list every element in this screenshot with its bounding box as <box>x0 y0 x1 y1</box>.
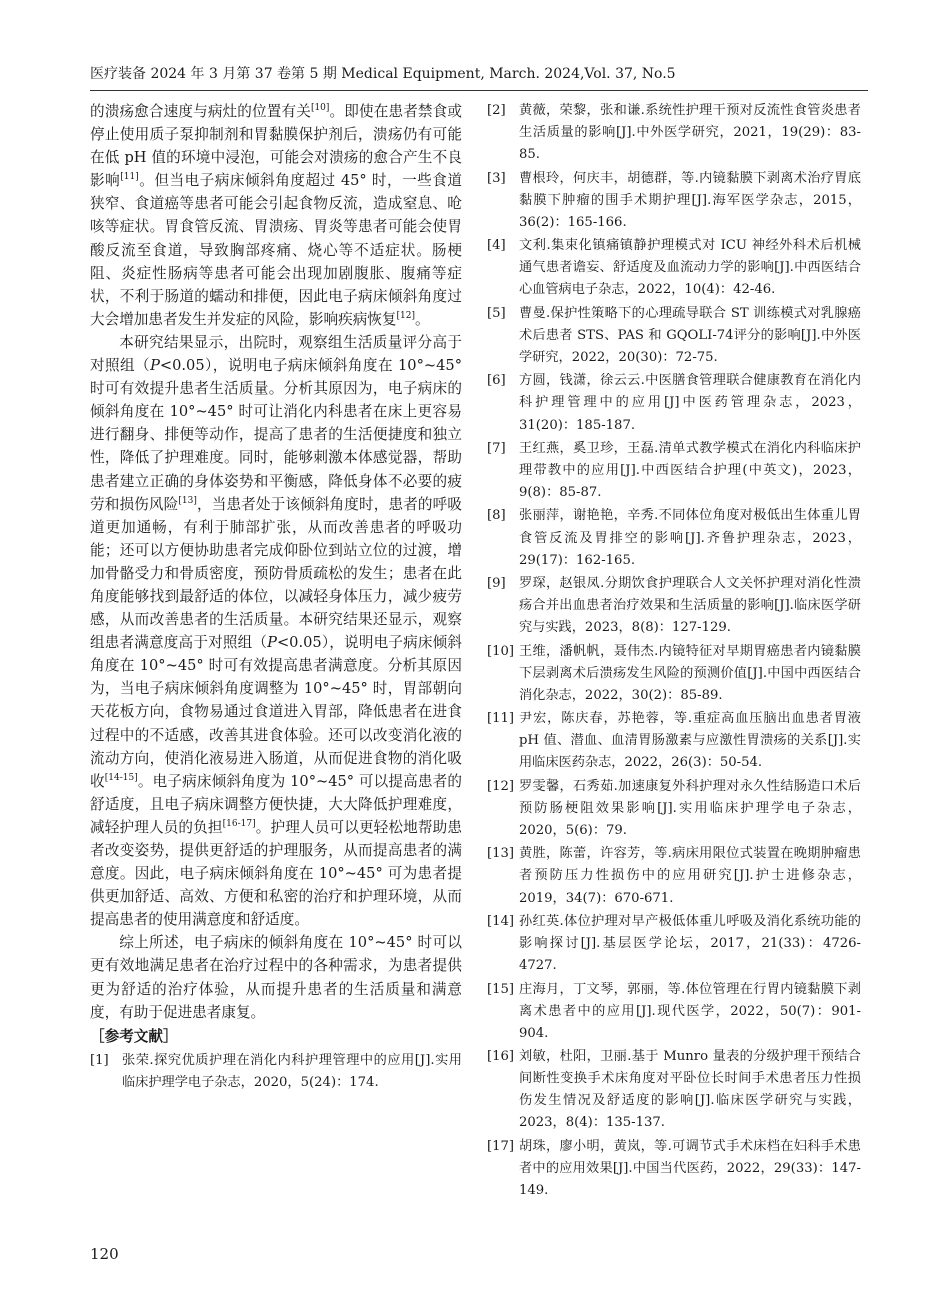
reference-number: [10] <box>487 643 515 659</box>
reference-number: [3] <box>487 170 506 186</box>
reference-number: [6] <box>487 373 506 389</box>
reference-text: 孙红英.体位护理对早产极低体重儿呼吸及消化系统功能的影响探讨[J].基层医学论坛，2017，21(33)：4726-4727. <box>519 913 861 974</box>
reference-text: 方圆，钱潇，徐云云.中医膳食管理联合健康教育在消化内科护理管理中的应用[J]中医药管理杂志，2023，31(20)：185-187. <box>519 373 861 433</box>
reference-number: [4] <box>487 238 506 254</box>
reference-number: [7] <box>487 440 506 456</box>
reference-list <box>90 1050 462 1094</box>
running-header: 医疗装备 2024 年 3 月第 37 卷第 5 期 Medical Equipment, March. 2024,Vol. 37, No.5 <box>90 66 676 82</box>
reference-text: 曹根玲，何庆丰，胡德群，等.内镜黏膜下剥离术治疗胃底黏膜下肿瘤的围手术期护理[J].海军医学杂志，2015，36(2)：165-166. <box>519 170 861 230</box>
reference-text: 张丽萍，谢艳艳，辛秀.不同体位角度对极低出生体重儿胃食管反流及胃排空的影响[J].齐鲁护理杂志，2023，29(17)：162-165. <box>519 508 861 568</box>
reference-text: 胡珠，廖小明，黄岚，等.可调节式手术床档在妇科手术患者中的应用效果[J].中国当代医药，2022，29(33)：147-149. <box>519 1138 861 1198</box>
reference-number: [1] <box>90 1052 109 1068</box>
reference-text: 张荣.探究优质护理在消化内科护理管理中的应用[J].实用临床护理学电子杂志，2020，5(24)：174. <box>122 1052 462 1090</box>
reference-text: 罗琛，赵银凤.分期饮食护理联合人文关怀护理对消化性溃疡合并出血患者治疗效果和生活质量的影响[J].临床医学研究与实践，2023，8(8)：127-129. <box>519 576 861 636</box>
reference-number: [14] <box>487 913 515 929</box>
reference-item <box>487 843 861 909</box>
citation: [10] <box>310 103 330 114</box>
reference-item <box>487 370 861 436</box>
reference-item <box>487 708 861 774</box>
left-column <box>90 100 462 1094</box>
reference-item <box>487 1046 861 1134</box>
reference-item <box>487 505 861 571</box>
reference-item <box>487 641 861 707</box>
page-number: 120 <box>90 1245 119 1263</box>
reference-item <box>487 776 861 842</box>
p-value-symbol: P <box>267 634 277 652</box>
reference-text: 文利.集束化镇痛镇静护理模式对 ICU 神经外科术后机械通气患者谵妄、舒适度及血流动力学的影响[J].中西医结合心血管病电子杂志，2022，10(4)：42-46. <box>519 238 861 298</box>
paragraph: 的溃疡愈合速度与病灶的位置有关[10]。即使在患者禁食或停止使用质子泵抑制剂和胃黏膜保护剂后，溃疡仍有可能在低 pH 值的环境中浸泡，可能会对溃疡的愈合产生不良影响[11]。但当电子病床倾斜角度超过 45° 时，一些食道狭窄、食道癌等患者可能会引起食物反流，造成窒息、呛咳等症状。胃食管反流、胃溃疡、胃炎等患者可能会使胃酸反流至食道，导致胸部疼痛、烧心等不适症状。肠梗阻、炎症性肠病等患者可能会出现加剧腹胀、腹痛等症状，不利于肠道的蠕动和排便，因此电子病床倾斜角度过大会增加患者发生并发症的风险，影响疾病恢复[12]。 <box>90 103 462 328</box>
reference-list <box>487 100 861 1202</box>
reference-item <box>487 100 861 166</box>
reference-item <box>487 303 861 369</box>
citation: [11] <box>120 172 139 183</box>
reference-item <box>487 911 861 977</box>
reference-text: 刘敏，杜阳，卫丽.基于 Munro 量表的分级护理干预结合间断性变换手术床角度对平卧位长时间手术患者压力性损伤发生情况及舒适度的影响[J].临床医学研究与实践，2023，8(4)：135-137. <box>519 1049 861 1131</box>
reference-number: [12] <box>487 778 515 794</box>
reference-text: 曹曼.保护性策略下的心理疏导联合 ST 训练模式对乳腺癌术后患者 STS、PAS 和 GQOLI-74评分的影响[J].中外医学研究，2022，20(30)：72-75. <box>519 305 861 365</box>
reference-text: 庄海月，丁文琴，郭丽，等.体位管理在行胃内镜黏膜下剥离术患者中的应用[J].现代医学，2022，50(7)：901-904. <box>519 981 861 1041</box>
reference-item <box>487 438 861 504</box>
p-value-symbol: P <box>150 357 160 375</box>
reference-number: [17] <box>487 1138 515 1154</box>
reference-number: [8] <box>487 508 506 524</box>
reference-text: 黄薇，荣黎，张和谦.系统性护理干预对反流性食管炎患者生活质量的影响[J].中外医学研究，2021，19(29)：83-85. <box>519 103 861 163</box>
reference-text: 王维，潘帆帆，聂伟杰.内镜特征对早期胃癌患者内镜黏膜下层剥离术后溃疡发生风险的预测价值[J].中国中西医结合消化杂志，2022，30(2)：85-89. <box>519 643 861 703</box>
reference-number: [13] <box>487 846 515 862</box>
reference-number: [5] <box>487 305 506 321</box>
reference-item <box>487 168 861 234</box>
paragraph: 本研究结果显示，出院时，观察组生活质量评分高于对照组（P<0.05），说明电子病床倾斜角度在 10°~45° 时可有效提升患者生活质量。分析其原因为，电子病床的倾斜角度在 10°~45° 时可让消化内科患者在床上更容易进行翻身、排便等动作，提高了患者的生活便捷度和独立性，降低了护理难度。同时，能够刺激本体感觉器，帮助患者建立正确的身体姿势和平衡感，降低身体不必要的疲劳和损伤风险[13]，当患者处于该倾斜角度时，患者的呼吸道更加通畅，有利于肺部扩张，从而改善患者的呼吸功能；还可以方便协助患者完成仰卧位到站立位的过渡，增加骨骼受力和骨质密度，预防骨质疏松的发生；患者在此角度能够找到最舒适的体位，以减轻身体压力，减少疲劳感，从而改善患者的生活质量。本研究结果还显示，观察组患者满意度高于对照组（P<0.05），说明电子病床倾斜角度在 10°~45° 时可有效提高患者满意度。分析其原因为，当电子病床倾斜角度调整为 10°~45° 时，胃部朝向天花板方向，食物易通过食道进入胃部，降低患者在进食过程中的不适感，改善其进食体验。还可以改变消化液的流动方向，使消化液易进入肠道，从而促进食物的消化吸收[14-15]。电子病床倾斜角度为 10°~45° 可以提高患者的舒适度，且电子病床调整方便快捷，大大降低护理难度，减轻护理人员的负担[16-17]。护理人员可以更轻松地帮助患者改变姿势，提供更舒适的护理服务，从而提高患者的满意度。因此，电子病床倾斜角度在 10°~45° 可为患者提供更加舒适、高效、方便和私密的治疗和护理环境，从而提高患者的使用满意度和舒适度。 <box>90 333 462 929</box>
reference-item <box>487 1136 861 1202</box>
reference-number: [9] <box>487 576 506 592</box>
reference-number: [15] <box>487 981 515 997</box>
reference-text: 王红燕，奚卫珍，王磊.清单式教学模式在消化内科临床护理带教中的应用[J].中西医结合护理(中英文)，2023，9(8)：85-87. <box>519 440 861 501</box>
reference-text: 罗雯馨，石秀茹.加速康复外科护理对永久性结肠造口术后预防肠梗阻效果影响[J].实用临床护理学电子杂志，2020，5(6)：79. <box>519 778 861 838</box>
reference-number: [16] <box>487 1049 515 1065</box>
citation: [14-15] <box>104 772 138 783</box>
header-rule <box>90 90 868 91</box>
paragraph: 综上所述，电子病床的倾斜角度在 10°~45° 时可以更有效地满足患者在治疗过程中的各种需求，为患者提供更为舒适的治疗体验，从而提升患者的生活质量和满意度，有助于促进患者康复。 <box>90 934 462 1021</box>
reference-text: 尹宏，陈庆春，苏艳蓉，等.重症高血压脑出血患者胃液 pH 值、潜血、血清胃肠激素与应激性胃溃疡的关系[J].实用临床医药杂志，2022，26(3)：50-54. <box>519 711 861 771</box>
reference-text: 黄胜，陈蕾，许容芳，等.病床用限位式装置在晚期肿瘤患者预防压力性损伤中的应用研究[J].护士进修杂志，2019，34(7)：670-671. <box>519 846 861 906</box>
citation: [13] <box>178 495 197 506</box>
reference-item <box>487 979 861 1045</box>
references-heading: ［参考文献］ <box>90 1027 178 1045</box>
citation: [16-17] <box>222 819 256 830</box>
citation: [12] <box>396 310 415 321</box>
reference-number: [11] <box>487 711 515 727</box>
reference-item <box>90 1050 462 1094</box>
reference-item <box>487 573 861 639</box>
reference-item <box>487 235 861 301</box>
right-column <box>487 100 861 1203</box>
reference-number: [2] <box>487 103 506 118</box>
